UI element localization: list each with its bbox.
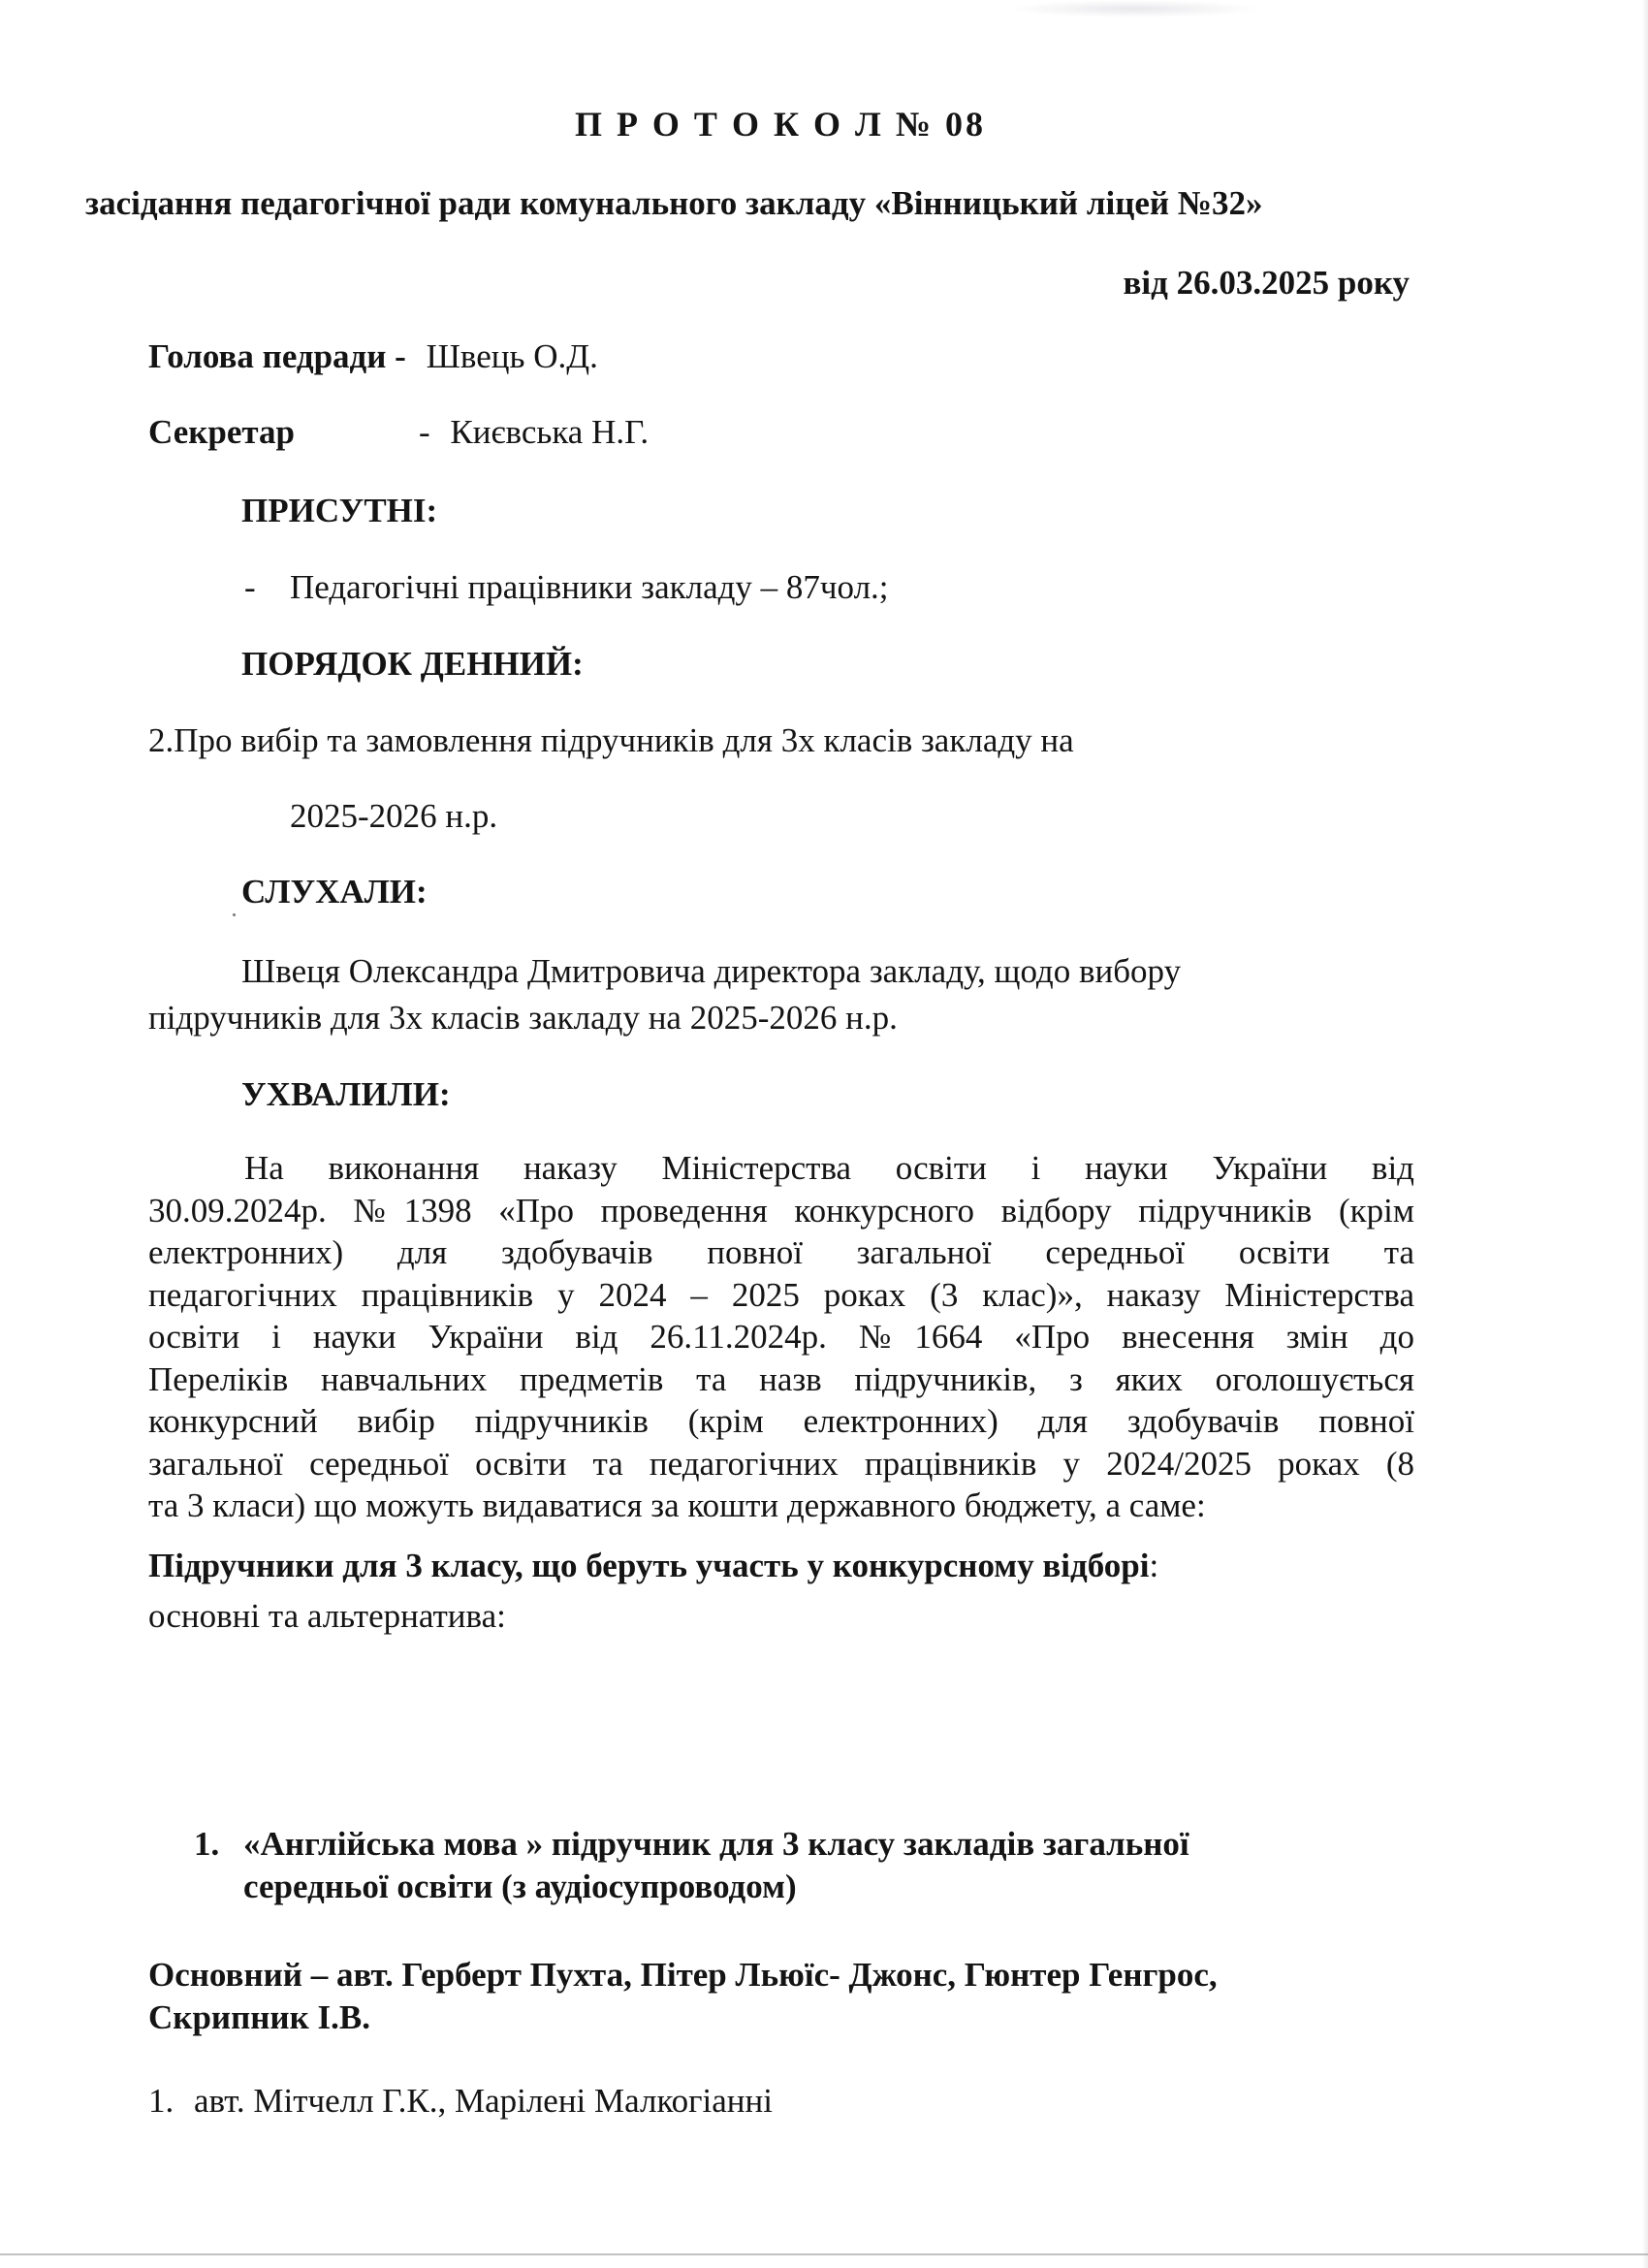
heard-line1: Швеця Олександра Дмитровича директора закладу, щодо вибору [241,952,1182,990]
resolved-line: загальної середньої освіти та педагогічних працівників у 2024/2025 роках (8 [148,1444,1414,1483]
resolved-paragraph [148,1147,1414,1527]
textbook-item-title-line1: «Англійська мова » підручник для 3 класу закладів загальної [243,1825,1189,1863]
chair-name: Швець О.Д. [426,337,598,375]
textbooks-intro-colon: : [1149,1547,1159,1584]
secretary-name: Києвська Н.Г. [450,413,650,451]
resolved-line: педагогічних працівників у 2024 – 2025 роках (3 клас)», наказу Міністерства [148,1275,1414,1314]
textbooks-subintro: основні та альтернатива: [148,1597,506,1635]
resolved-line: освіти і науки України від 26.11.2024р. №1664 «Про внесення змін до [148,1318,1414,1356]
textbook-alt-number: 1. [148,2082,174,2120]
scan-bottom-edge [0,2253,1648,2255]
attendance-dash: - [244,568,256,606]
protocol-subtitle: засідання педагогічної ради комунального закладу «Вінницький ліцей №32» [85,184,1263,222]
textbooks-intro [148,1545,1158,1587]
resolved-heading: УХВАЛИЛИ: [241,1075,451,1113]
chair-row [148,335,598,378]
heard-heading: СЛУХАЛИ: [241,873,428,910]
resolved-line: Переліків навчальних предметів та назв підручників, з яких оголошується [148,1359,1414,1398]
protocol-title: П Р О Т О К О Л № 08 [574,105,987,144]
resolved-line: 30.09.2024р. №1398 «Про проведення конкурсного відбору підручників (крім [148,1191,1414,1230]
scan-smudge [1008,0,1260,17]
textbook-alt-text: авт. Мітчелл Г.К., Марілені Малкогіанні [194,2082,773,2120]
resolved-line: На виконання наказу Міністерства освіти і науки України від [244,1149,1414,1187]
textbooks-intro-bold: Підручники для 3 класу, що беруть участь у конкурсному відборі [148,1547,1150,1584]
resolved-line: електронних) для здобувачів повної загальної середньої освіти та [148,1233,1414,1271]
resolved-line: та 3 класи) що можуть видаватися за кошти державного бюджету, а саме: [148,1486,1206,1524]
attendance-heading: ПРИСУТНІ: [241,492,438,529]
chair-label: Голова педради - [148,337,406,375]
resolved-line: конкурсний вибір підручників (крім електронних) для здобувачів повної [148,1402,1414,1440]
agenda-heading: ПОРЯДОК ДЕННИЙ: [241,645,584,683]
heard-line2: підручників для 3х класів закладу на 2025-2026 н.р. [148,999,898,1037]
textbook-main-line1: Основний – авт. Герберт Пухта, Пітер Льюїс- Джонс, Гюнтер Генгрос, [148,1956,1218,1994]
agenda-item-line2: 2025-2026 н.р. [290,797,498,835]
secretary-value [419,411,649,454]
secretary-dash: - [419,413,430,451]
attendance-item: Педагогічні працівники закладу – 87чол.; [290,568,889,606]
agenda-item-line1: 2.Про вибір та замовлення підручників для 3х класів закладу на [148,721,1074,759]
secretary-row [148,411,295,454]
secretary-label: Секретар [148,413,295,451]
scan-speck [233,913,236,916]
textbook-item-title-line2: середньої освіти (з аудіосупроводом) [243,1868,797,1905]
textbook-main-line2: Скрипник І.В. [148,1998,370,2036]
protocol-date: від 26.03.2025 року [1123,264,1410,302]
scan-edge-shadow [1642,0,1648,2268]
textbook-item-number: 1. [194,1825,220,1863]
